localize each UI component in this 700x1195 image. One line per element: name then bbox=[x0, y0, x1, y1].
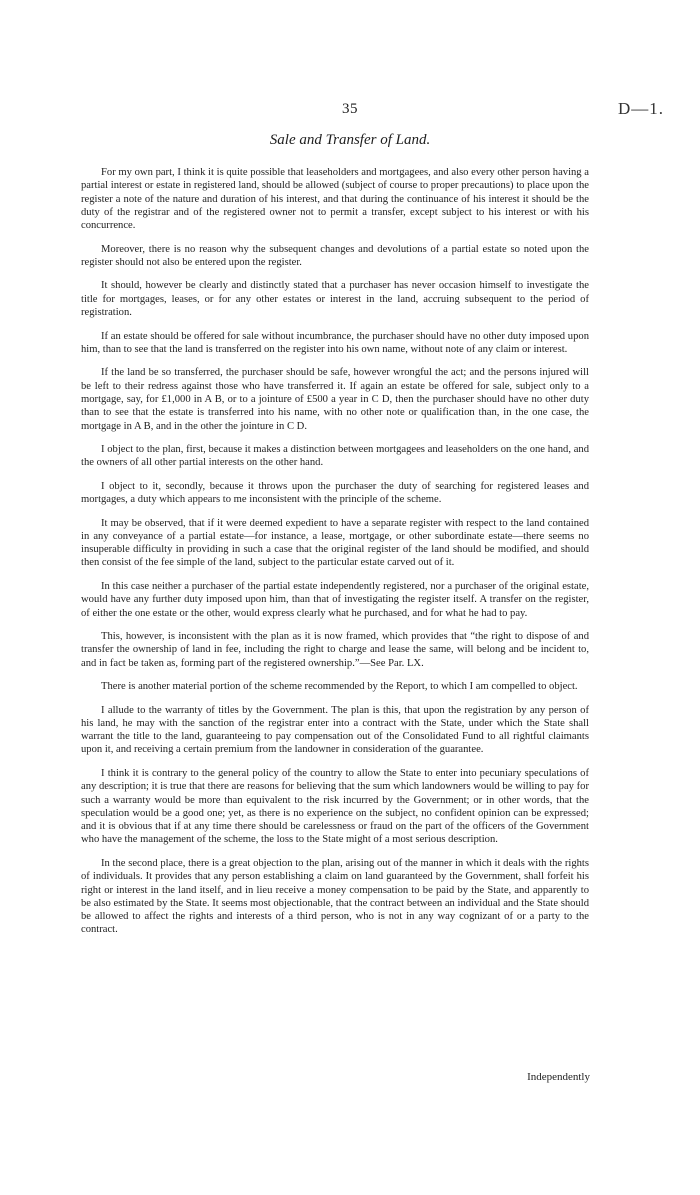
paragraph: It should, however be clearly and distinctly stated that a purchaser has never occasion himself to investigate the title for mortgages, leases, or for any other estates or interest in the land, accruing subsequent to the period of registration. bbox=[81, 280, 589, 319]
paragraph: This, however, is inconsistent with the plan as it is now framed, which provides that “the right to dispose of and transfer the ownership of land in fee, including the right to charge and lease the same, will belong and be incident to, and in fact be taken as, forming part of the registered ownership.”—See Par. LX. bbox=[81, 631, 589, 669]
paragraph: If the land be so transferred, the purchaser should be safe, however wrongful the act; and the persons injured will be left to their redress against those who have transferred it. If again an estate be offered for sale, subject only to a mortgage, say, for £1,000 in A B, or to a jointure of £500 a year in C D, then the purchaser should have no other duty than to see that the estate is transferred into his name, with no other note or qualification than, in the one case, the mortgage in A B, and in the other the jointure in C D. bbox=[81, 367, 589, 432]
catchword: Independently bbox=[527, 1071, 590, 1083]
paragraph: Moreover, there is no reason why the subsequent changes and devolutions of a partial estate so noted upon the register should not also be entered upon the register. bbox=[81, 243, 589, 268]
page-mark: D—1. bbox=[618, 99, 665, 118]
paragraph: In this case neither a purchaser of the partial estate independently registered, nor a purchaser of the original estate, would have any further duty imposed upon him, than that of investigating the register itself. A transfer on the register, of either the one estate or the other, would express clearly what he purchased, and for what he had to pay. bbox=[81, 580, 589, 619]
paragraph: For my own part, I think it is quite possible that leaseholders and mortgagees, and also every other person having a partial interest or estate in registered land, should be allowed (subject of course to proper precautions) to place upon the register a note of the nature and duration of his interest, and that during the continuance of his interest it should be the duty of the registrar and of the registered owner not to permit a transfer, except subject to his interest or with his concurrence. bbox=[81, 167, 589, 232]
paragraph: I object to the plan, first, because it makes a distinction between mortgagees and leaseholders on the one hand, and the owners of all other partial interests on the other hand. bbox=[81, 443, 589, 469]
page-number: 35 bbox=[342, 101, 358, 117]
paragraph: There is another material portion of the scheme recommended by the Report, to which I am compelled to object. bbox=[101, 681, 578, 693]
paragraph: I object to it, secondly, because it throws upon the purchaser the duty of searching for registered leases and mortgages, a duty which appears to me inconsistent with the principle of the scheme. bbox=[81, 480, 589, 506]
paragraph: It may be observed, that if it were deemed expedient to have a separate register with respect to the land contained in any conveyance of a partial estate—for instance, a lease, mortgage, or other subordinate estate—there seems no insuperable difficulty in providing in such a case that the original register of the land should be modified, and should then consist of the fee simple of the land, subject to the particular estate carved out of it. bbox=[81, 517, 589, 569]
paragraph: I allude to the warranty of titles by the Government. The plan is this, that upon the registration by any person of his land, he may with the sanction of the registrar enter into a contract with the State, under which the State shall warrant the title to the land, guaranteeing to pay compensation out of the Consolidated Fund to all rightful claimants upon it, and receiving a certain premium from the landowner in consideration of the guarantee. bbox=[81, 704, 589, 756]
body-text bbox=[81, 166, 589, 947]
paragraph: If an estate should be offered for sale without incumbrance, the purchaser should have no other duty imposed upon him, than to see that the land is transferred on the register into his own name, without note of any claim or interest. bbox=[81, 330, 589, 355]
paragraph: I think it is contrary to the general policy of the country to allow the State to enter into pecuniary speculations of any description; it is true that there are reasons for believing that the sum which landowners would be willing to pay for such a warranty would be more than equivalent to the risk incurred by the Government; or in other words, that the speculation would be a good one; yet, as there is no experience on the subject, no confident opinion can be expressed; and it is obvious that if at any time there should be carelessness or fraud on the part of the officers of the Government who have the management of the scheme, the loss to the State might of a most serious description. bbox=[81, 767, 589, 846]
paragraph: In the second place, there is a great objection to the plan, arising out of the manner in which it deals with the rights of individuals. It provides that any person establishing a claim on land guaranteed by the Government, shall forfeit his right or interest in the land itself, and in lieu receive a money compensation to be paid by the State, and apparently to be also estimated by the State. It seems most objectionable, that the contract between an individual and the State should be allowed to affect the rights and interests of a third person, who is not in any way cognizant of or a party to the contract. bbox=[81, 857, 589, 936]
section-heading: Sale and Transfer of Land. bbox=[269, 132, 431, 148]
